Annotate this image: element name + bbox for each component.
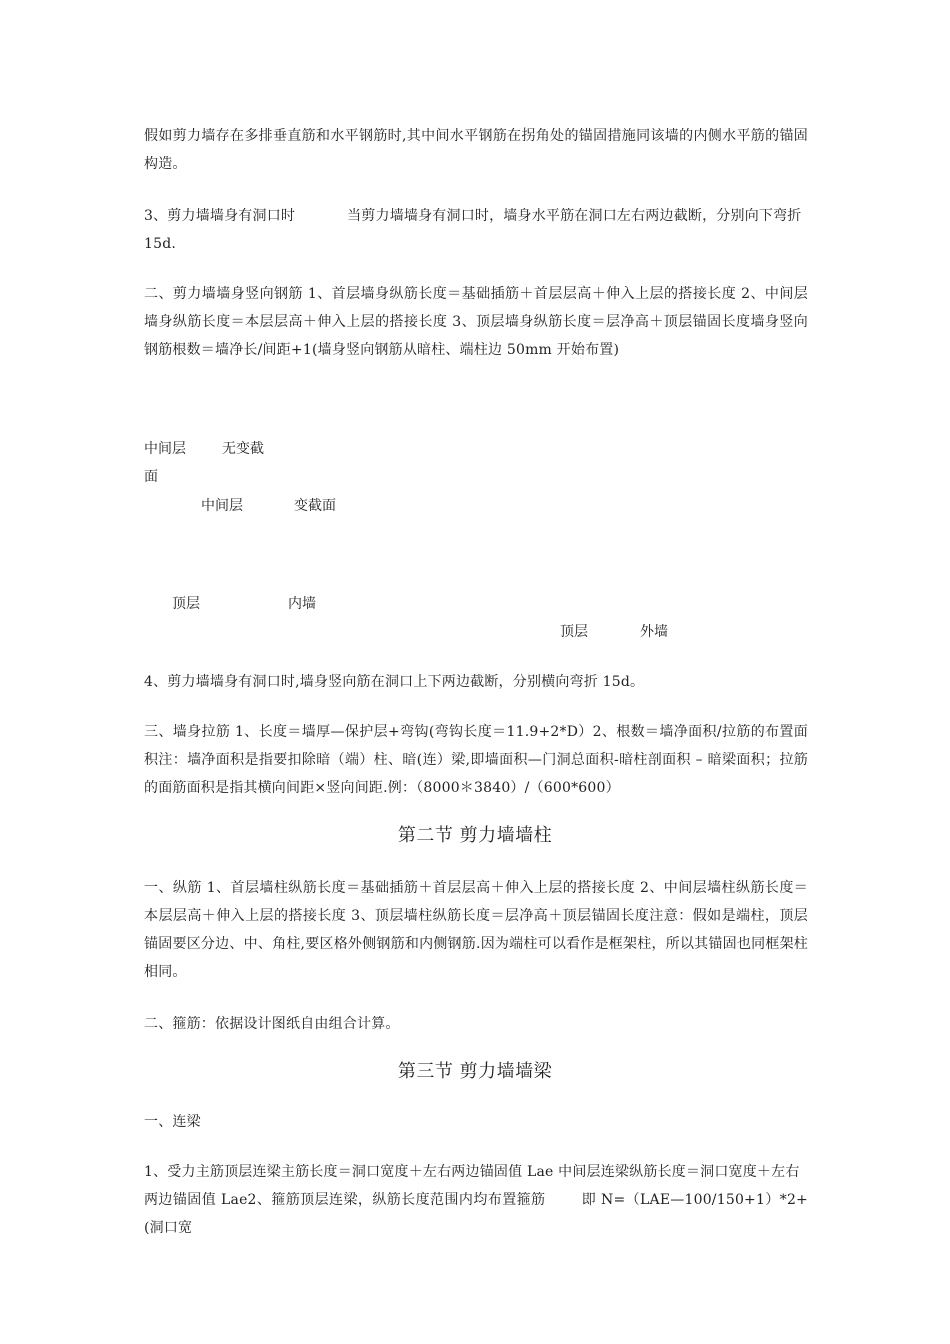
figure-label-no-section-change: 无变截 <box>222 441 264 457</box>
figure-label-top-floor-a: 顶层 <box>172 596 200 612</box>
main-rebar-formula: 即 N=（LAE—100/150+1）*2+(洞口宽 <box>144 1192 808 1236</box>
paragraph-vertical-rebar: 二、剪力墙墙身竖向钢筋 1、首层墙身纵筋长度＝基础插筋＋首层层高＋伸入上层的搭接长度 2、中间层墙身纵筋长度＝本层层高＋伸入上层的搭接长度 3、顶层墙身纵筋长度＝层净高＋顶层锚固长度墙身竖向钢筋根数＝墙净长/间距+1(墙身竖向钢筋从暗柱、端柱边 50mm 开始布置) <box>144 286 808 358</box>
paragraph-wall-opening-vertical: 4、剪力墙墙身有洞口时,墙身竖向筋在洞口上下两边截断，分别横向弯折 15d。 <box>144 674 645 690</box>
figure-label-no-section-change-tail: 面 <box>144 469 158 485</box>
section-heading-wall-beams: 第三节 剪力墙墙梁 <box>397 1061 553 1082</box>
main-rebar-line-2: 两边锚固值 Lae2、箍筋顶层连梁，纵筋长度范围内均布置箍筋 <box>144 1192 546 1208</box>
paragraph-tie-bars: 三、墙身拉筋 1、长度＝墙厚—保护层+弯钩(弯钩长度＝11.9+2*D）2、根数＝墙净面积/拉筋的布置面积注：墙净面积是指要扣除暗（端）柱、暗(连）梁,即墙面积—门洞总面积-暗柱剖面积 – 暗梁面积；拉筋的面筋面积是指其横向间距×竖向间距.例：（8000＊3840）/（600*600） <box>144 724 808 796</box>
section-heading-wall-columns: 第二节 剪力墙墙柱 <box>397 825 553 846</box>
paragraph-column-longitudinal: 一、纵筋 1、首层墙柱纵筋长度＝基础插筋＋首层层高＋伸入上层的搭接长度 2、中间层墙柱纵筋长度＝本层层高＋伸入上层的搭接长度 3、顶层墙柱纵筋长度＝层净高＋顶层锚固长度注意：假如是端柱，顶层锚固要区分边、中、角柱,要区格外侧钢筋和内侧钢筋.因为端柱可以看作是框架柱，所以其锚固也同框架柱相同。 <box>144 880 808 980</box>
main-rebar-line-1: 1、受力主筋顶层连梁主筋长度＝洞口宽度＋左右两边锚固值 Lae 中间层连梁纵筋长度＝洞口宽度＋左右 <box>144 1164 800 1180</box>
paragraph-coupling-beam: 一、连梁 <box>144 1114 201 1130</box>
opening-body-text: 当剪力墙墙身有洞口时，墙身水平筋在洞口左右两边截断，分别向下弯折 <box>347 208 802 224</box>
opening-heading-text: 3、剪力墙墙身有洞口时 <box>144 208 296 224</box>
opening-body-tail: 15d. <box>144 236 177 252</box>
figure-label-inner-wall: 内墙 <box>288 596 316 612</box>
paragraph-main-rebar <box>144 1158 808 1242</box>
figure-label-middle-floor-a: 中间层 <box>144 441 186 457</box>
figure-label-section-change: 变截面 <box>294 498 336 514</box>
figure-label-outer-wall: 外墙 <box>640 624 668 640</box>
paragraph-stirrups: 二、箍筋：依据设计图纸自由组合计算。 <box>144 1016 400 1032</box>
paragraph-multi-row-rebar: 假如剪力墙存在多排垂直筋和水平钢筋时,其中间水平钢筋在拐角处的锚固措施同该墙的内侧水平筋的锚固构造。 <box>144 128 808 172</box>
figure-label-top-floor-b: 顶层 <box>560 624 588 640</box>
figure-label-middle-floor-b: 中间层 <box>201 498 243 514</box>
paragraph-wall-opening-horizontal <box>144 202 808 258</box>
